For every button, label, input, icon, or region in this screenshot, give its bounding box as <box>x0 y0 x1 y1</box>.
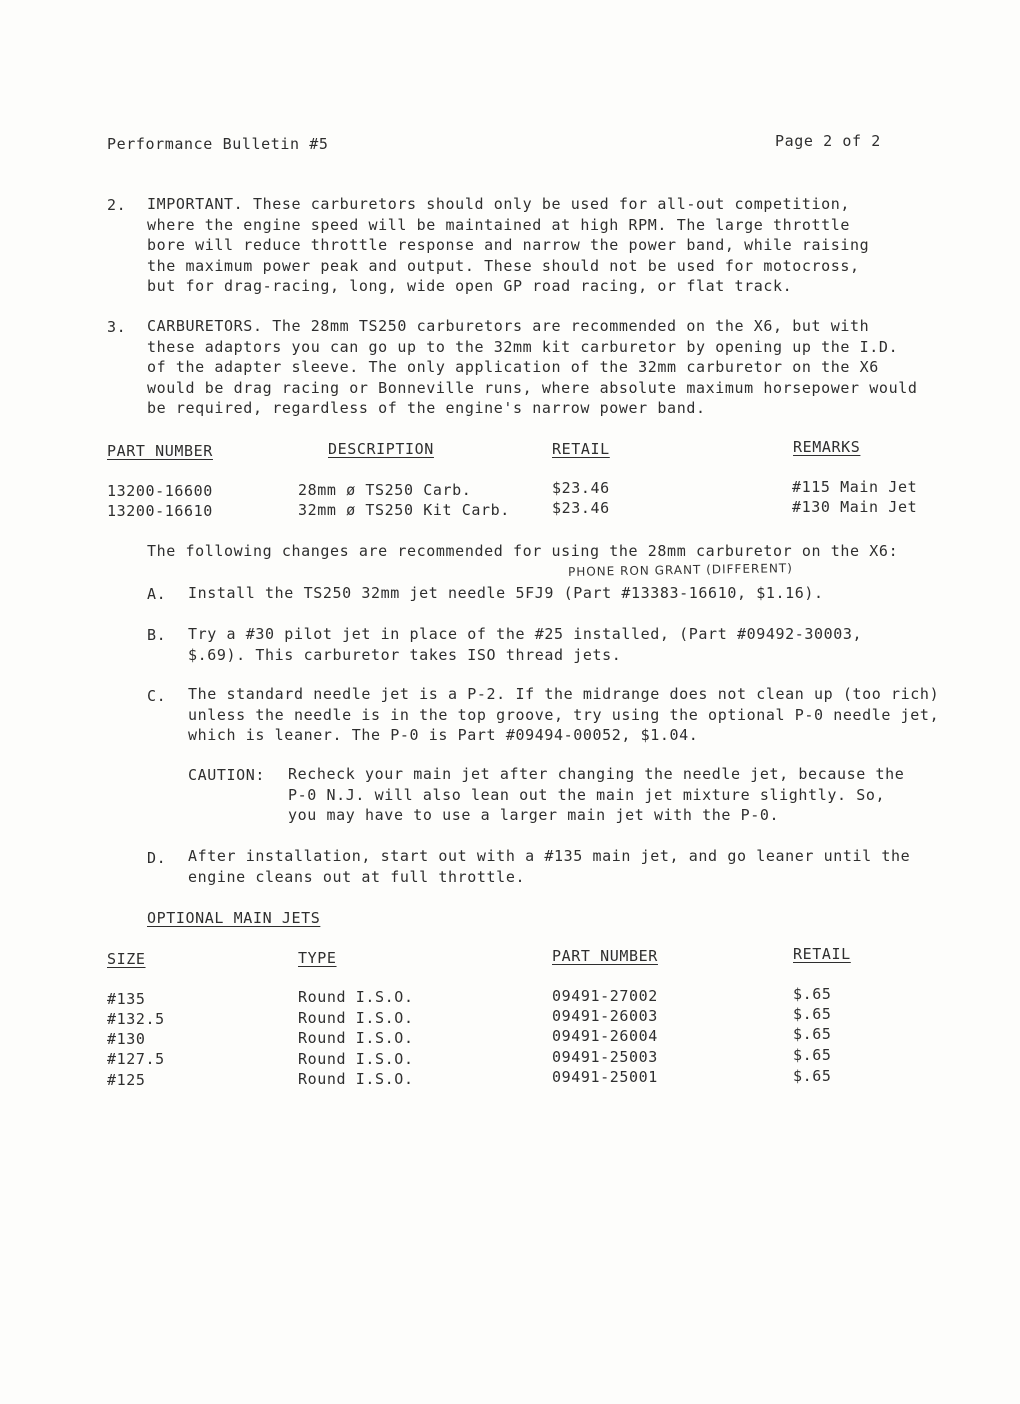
item-c-line: The standard needle jet is a P-2. If the midrange does not clean up (too rich) <box>188 685 940 703</box>
item-c-line: which is leaner. The P-0 is Part #09494-00052, $1.04. <box>188 726 699 744</box>
item-2-line: bore will reduce throttle response and narrow the power band, while raising <box>147 236 870 254</box>
parts-cell: #130 Main Jet <box>792 498 918 516</box>
bulletin-title: Performance Bulletin #5 <box>107 135 329 153</box>
jets-cell: #125 <box>107 1071 146 1089</box>
changes-intro: The following changes are recommended for using the 28mm carburetor on the X6: <box>147 542 899 560</box>
jets-cell: Round I.S.O. <box>298 1070 414 1088</box>
jets-cell: #127.5 <box>107 1050 165 1068</box>
item-d-letter: D. <box>147 849 167 867</box>
caution-line: you may have to use a larger main jet with the P-0. <box>288 806 780 824</box>
caution-line: P-0 N.J. will also lean out the main jet mixture slightly. So, <box>288 785 886 804</box>
parts-header-description: DESCRIPTION <box>328 440 434 458</box>
parts-header-part-number: PART NUMBER <box>107 442 213 460</box>
jets-header-type: TYPE <box>298 949 337 967</box>
parts-header-remarks: REMARKS <box>793 438 861 456</box>
item-3-number: 3. <box>107 318 127 336</box>
parts-cell: 13200-16610 <box>107 502 213 520</box>
item-3-line: be required, regardless of the engine's narrow power band. <box>147 399 706 417</box>
parts-cell: 13200-16600 <box>107 482 213 500</box>
parts-cell: #115 Main Jet <box>792 478 918 496</box>
item-a-paragraph <box>188 583 824 604</box>
caution-line: Recheck your main jet after changing the needle jet, because the <box>288 765 905 783</box>
item-c-letter: C. <box>147 687 167 705</box>
caution-paragraph <box>288 764 904 826</box>
jets-header-size: SIZE <box>107 950 146 968</box>
parts-cell: $23.46 <box>552 499 610 517</box>
item-2-line: the maximum power peak and output. These should not be used for motocross, <box>147 256 860 275</box>
item-3-line: these adaptors you can go up to the 32mm kit carburetor by opening up the I.D. <box>147 337 899 356</box>
handwritten-note: PHONE RON GRANT (DIFFERENT) <box>567 561 793 579</box>
item-a-letter: A. <box>147 585 167 603</box>
parts-cell: $23.46 <box>552 479 610 497</box>
caution-label: CAUTION: <box>188 766 266 784</box>
jets-cell: $.65 <box>793 1005 832 1023</box>
jets-cell: $.65 <box>793 985 832 1003</box>
jets-cell: Round I.S.O. <box>298 988 414 1006</box>
jets-cell: $.65 <box>793 1046 832 1064</box>
item-d-paragraph <box>188 846 910 887</box>
page-number: Page 2 of 2 <box>775 132 881 150</box>
jets-cell: 09491-25003 <box>552 1048 658 1066</box>
jets-cell: $.65 <box>793 1067 832 1085</box>
item-2-paragraph <box>147 194 869 297</box>
jets-cell: Round I.S.O. <box>298 1029 414 1047</box>
item-2-line: but for drag-racing, long, wide open GP road racing, or flat track. <box>147 277 793 295</box>
jets-title: OPTIONAL MAIN JETS <box>147 909 321 927</box>
jets-cell: 09491-26004 <box>552 1027 658 1045</box>
item-3-line: would be drag racing or Bonneville runs, where absolute maximum horsepower would <box>147 378 918 397</box>
parts-cell: 28mm ø TS250 Carb. <box>298 481 472 499</box>
jets-cell: #135 <box>107 990 146 1008</box>
jets-cell: Round I.S.O. <box>298 1050 414 1068</box>
item-c-line: unless the needle is in the top groove, try using the optional P-0 needle jet, <box>188 705 940 724</box>
item-2-number: 2. <box>107 196 127 214</box>
jets-cell: 09491-27002 <box>552 987 658 1005</box>
parts-cell: 32mm ø TS250 Kit Carb. <box>298 501 510 519</box>
item-b-paragraph <box>188 624 862 665</box>
jets-cell: 09491-25001 <box>552 1068 658 1086</box>
item-d-line: After installation, start out with a #135 main jet, and go leaner until the <box>188 847 911 865</box>
item-b-line: $.69). This carburetor takes ISO thread jets. <box>188 645 622 664</box>
item-b-line: Try a #30 pilot jet in place of the #25 installed, (Part #09492-30003, <box>188 625 863 643</box>
jets-cell: #130 <box>107 1030 146 1048</box>
jets-cell: 09491-26003 <box>552 1007 658 1025</box>
item-a-line: Install the TS250 32mm jet needle 5FJ9 (Part #13383-16610, $1.16). <box>188 584 824 602</box>
item-3-paragraph <box>147 316 917 419</box>
item-d-line: engine cleans out at full throttle. <box>188 867 526 886</box>
item-3-line: CARBURETORS. The 28mm TS250 carburetors are recommended on the X6, but with <box>147 317 870 335</box>
jets-cell: $.65 <box>793 1025 832 1043</box>
jets-cell: Round I.S.O. <box>298 1009 414 1027</box>
item-3-line: of the adapter sleeve. The only application of the 32mm carburetor on the X6 <box>147 358 879 376</box>
jets-header-part-number: PART NUMBER <box>552 947 658 965</box>
jets-cell: #132.5 <box>107 1010 165 1028</box>
item-b-letter: B. <box>147 626 167 644</box>
jets-header-retail: RETAIL <box>793 945 851 963</box>
item-2-line: IMPORTANT. These carburetors should only be used for all-out competition, <box>147 195 851 213</box>
item-2-line: where the engine speed will be maintained at high RPM. The large throttle <box>147 215 851 234</box>
parts-header-retail: RETAIL <box>552 440 610 458</box>
item-c-paragraph <box>188 684 939 746</box>
